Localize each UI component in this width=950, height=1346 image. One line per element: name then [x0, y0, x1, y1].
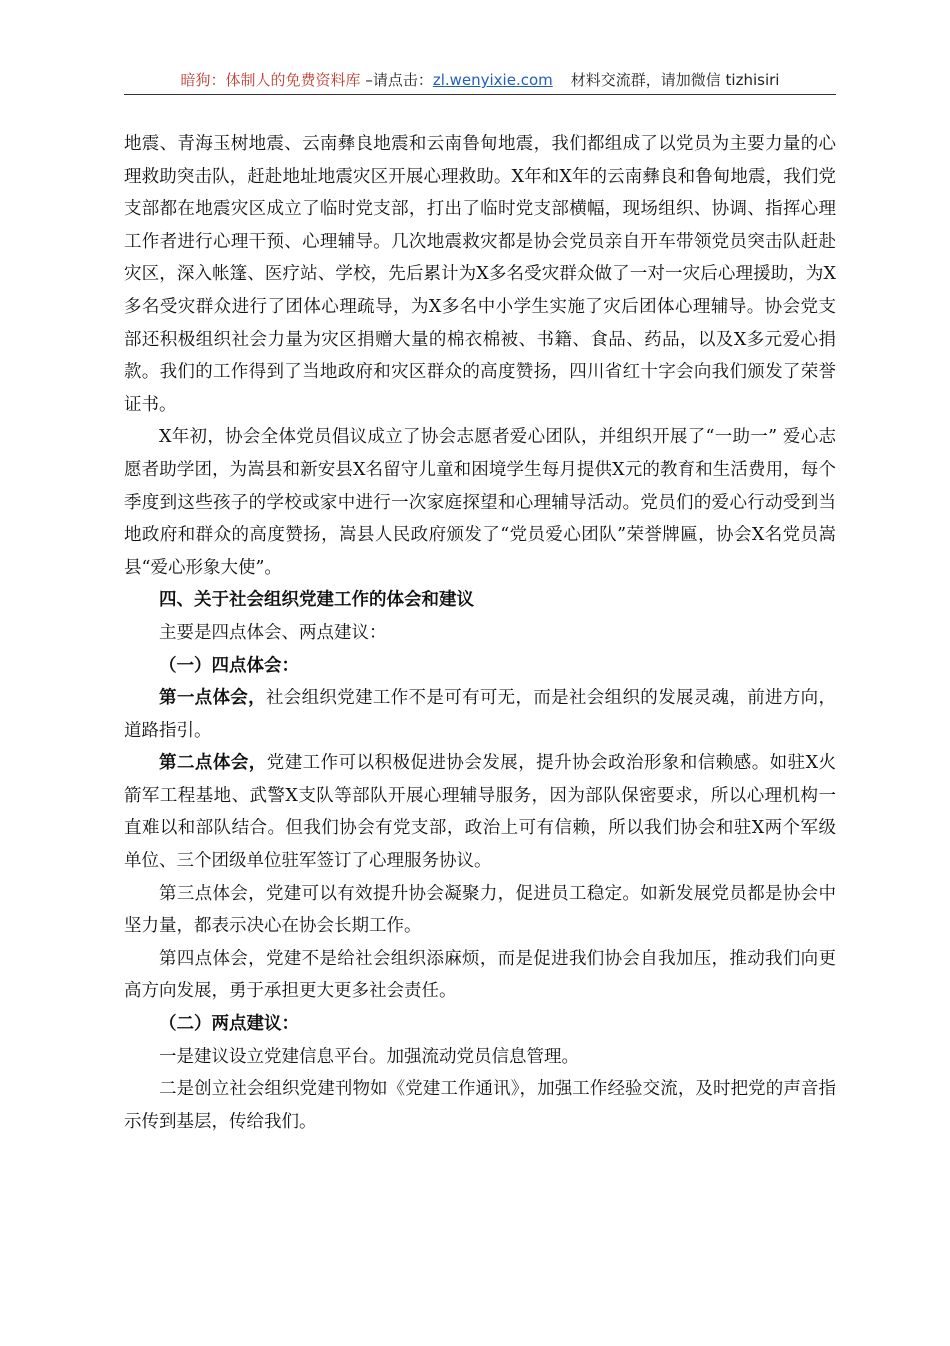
- section-heading-4: 四、关于社会组织党建工作的体会和建议: [159, 590, 474, 611]
- paragraph-experience-3: 第三点体会，党建可以有效提升协会凝聚力，促进员工稳定。如新发展党员都是协会中坚力量，都表示决心在协会长期工作。: [124, 883, 836, 937]
- paragraph-experience-2: [124, 747, 836, 877]
- header-brand: 暗狗：体制人的免费资料库: [180, 71, 361, 89]
- experience-1-label: 第一点体会，: [159, 688, 266, 709]
- paragraph-volunteer-team: X年初，协会全体党员倡议成立了协会志愿者爱心团队，并组织开展了“一助一” 爱心志愿者助学团，为嵩县和新安县X名留守儿童和困境学生每月提供X元的教育和生活费用，每个季度到这些孩子的学校或家中进行一次家庭探望和心理辅导活动。党员们的爱心行动受到当地政府和群众的高度赞扬，嵩县人民政府颁发了“党员爱心团队”荣誉牌匾，协会X名党员嵩县“爱心形象大使”。: [124, 427, 836, 578]
- paragraph-experience-4: 第四点体会，党建不是给社会组织添麻烦，而是促进我们协会自我加压，推动我们向更高方向发展，勇于承担更大更多社会责任。: [124, 948, 836, 1002]
- page-header: [124, 70, 836, 95]
- document-body: [124, 128, 836, 1138]
- subheading-two-suggestions: （二）两点建议：: [159, 1014, 299, 1035]
- paragraph-suggestion-2: 二是创立社会组织党建刊物如《党建工作通讯》，加强工作经验交流，及时把党的声音指示传到基层，传给我们。: [124, 1079, 836, 1132]
- subheading-four-experiences: （一）四点体会：: [159, 655, 299, 676]
- paragraph-suggestion-1: 一是建议设立党建信息平台。加强流动党员信息管理。: [159, 1046, 579, 1067]
- header-url-link[interactable]: zl.wenyixie.com: [432, 71, 553, 89]
- paragraph-earthquake-relief: 地震、青海玉树地震、云南彝良地震和云南鲁甸地震，我们都组成了以党员为主要力量的心理救助突击队，赶赴地址地震灾区开展心理救助。X年和X年的云南彝良和鲁甸地震，我们党支部都在地震灾区成立了临时党支部，打出了临时党支部横幅，现场组织、协调、指挥心理工作者进行心理干预、心理辅导。几次地震救灾都是协会党员亲自开车带领党员突击队赶赴灾区，深入帐篷、医疗站、学校，先后累计为X多名受灾群众做了一对一灾后心理援助，为X多名受灾群众进行了团体心理疏导，为X多名中小学生实施了灾后团体心理辅导。协会党支部还积极组织社会力量为灾区捐赠大量的棉衣棉被、书籍、食品、药品，以及X多元爱心捐款。我们的工作得到了当地政府和灾区群众的高度赞扬，四川省红十字会向我们颁发了荣誉证书。: [124, 134, 836, 415]
- header-wechat-note: 材料交流群，请加微信 tizhisiri: [570, 71, 780, 89]
- paragraph-experience-1: [124, 682, 836, 747]
- header-click-prompt: –请点击：: [360, 71, 433, 89]
- experience-2-text: 党建工作可以积极促进协会发展，提升协会政治形象和信赖感。如驻X火箭军工程基地、武警X支队等部队开展心理辅导服务，因为部队保密要求，所以心理机构一直难以和部队结合。但我们协会有党支部，政治上可有信赖，所以我们协会和驻X两个军级单位、三个团级单位驻军签订了心理服务协议。: [124, 753, 836, 872]
- experience-2-label: 第二点体会，: [159, 753, 267, 774]
- experience-1-text: 社会组织党建工作不是可有可无，而是社会组织的发展灵魂，前进方向，道路指引。: [124, 688, 837, 741]
- paragraph-intro: 主要是四点体会、两点建议：: [159, 622, 387, 643]
